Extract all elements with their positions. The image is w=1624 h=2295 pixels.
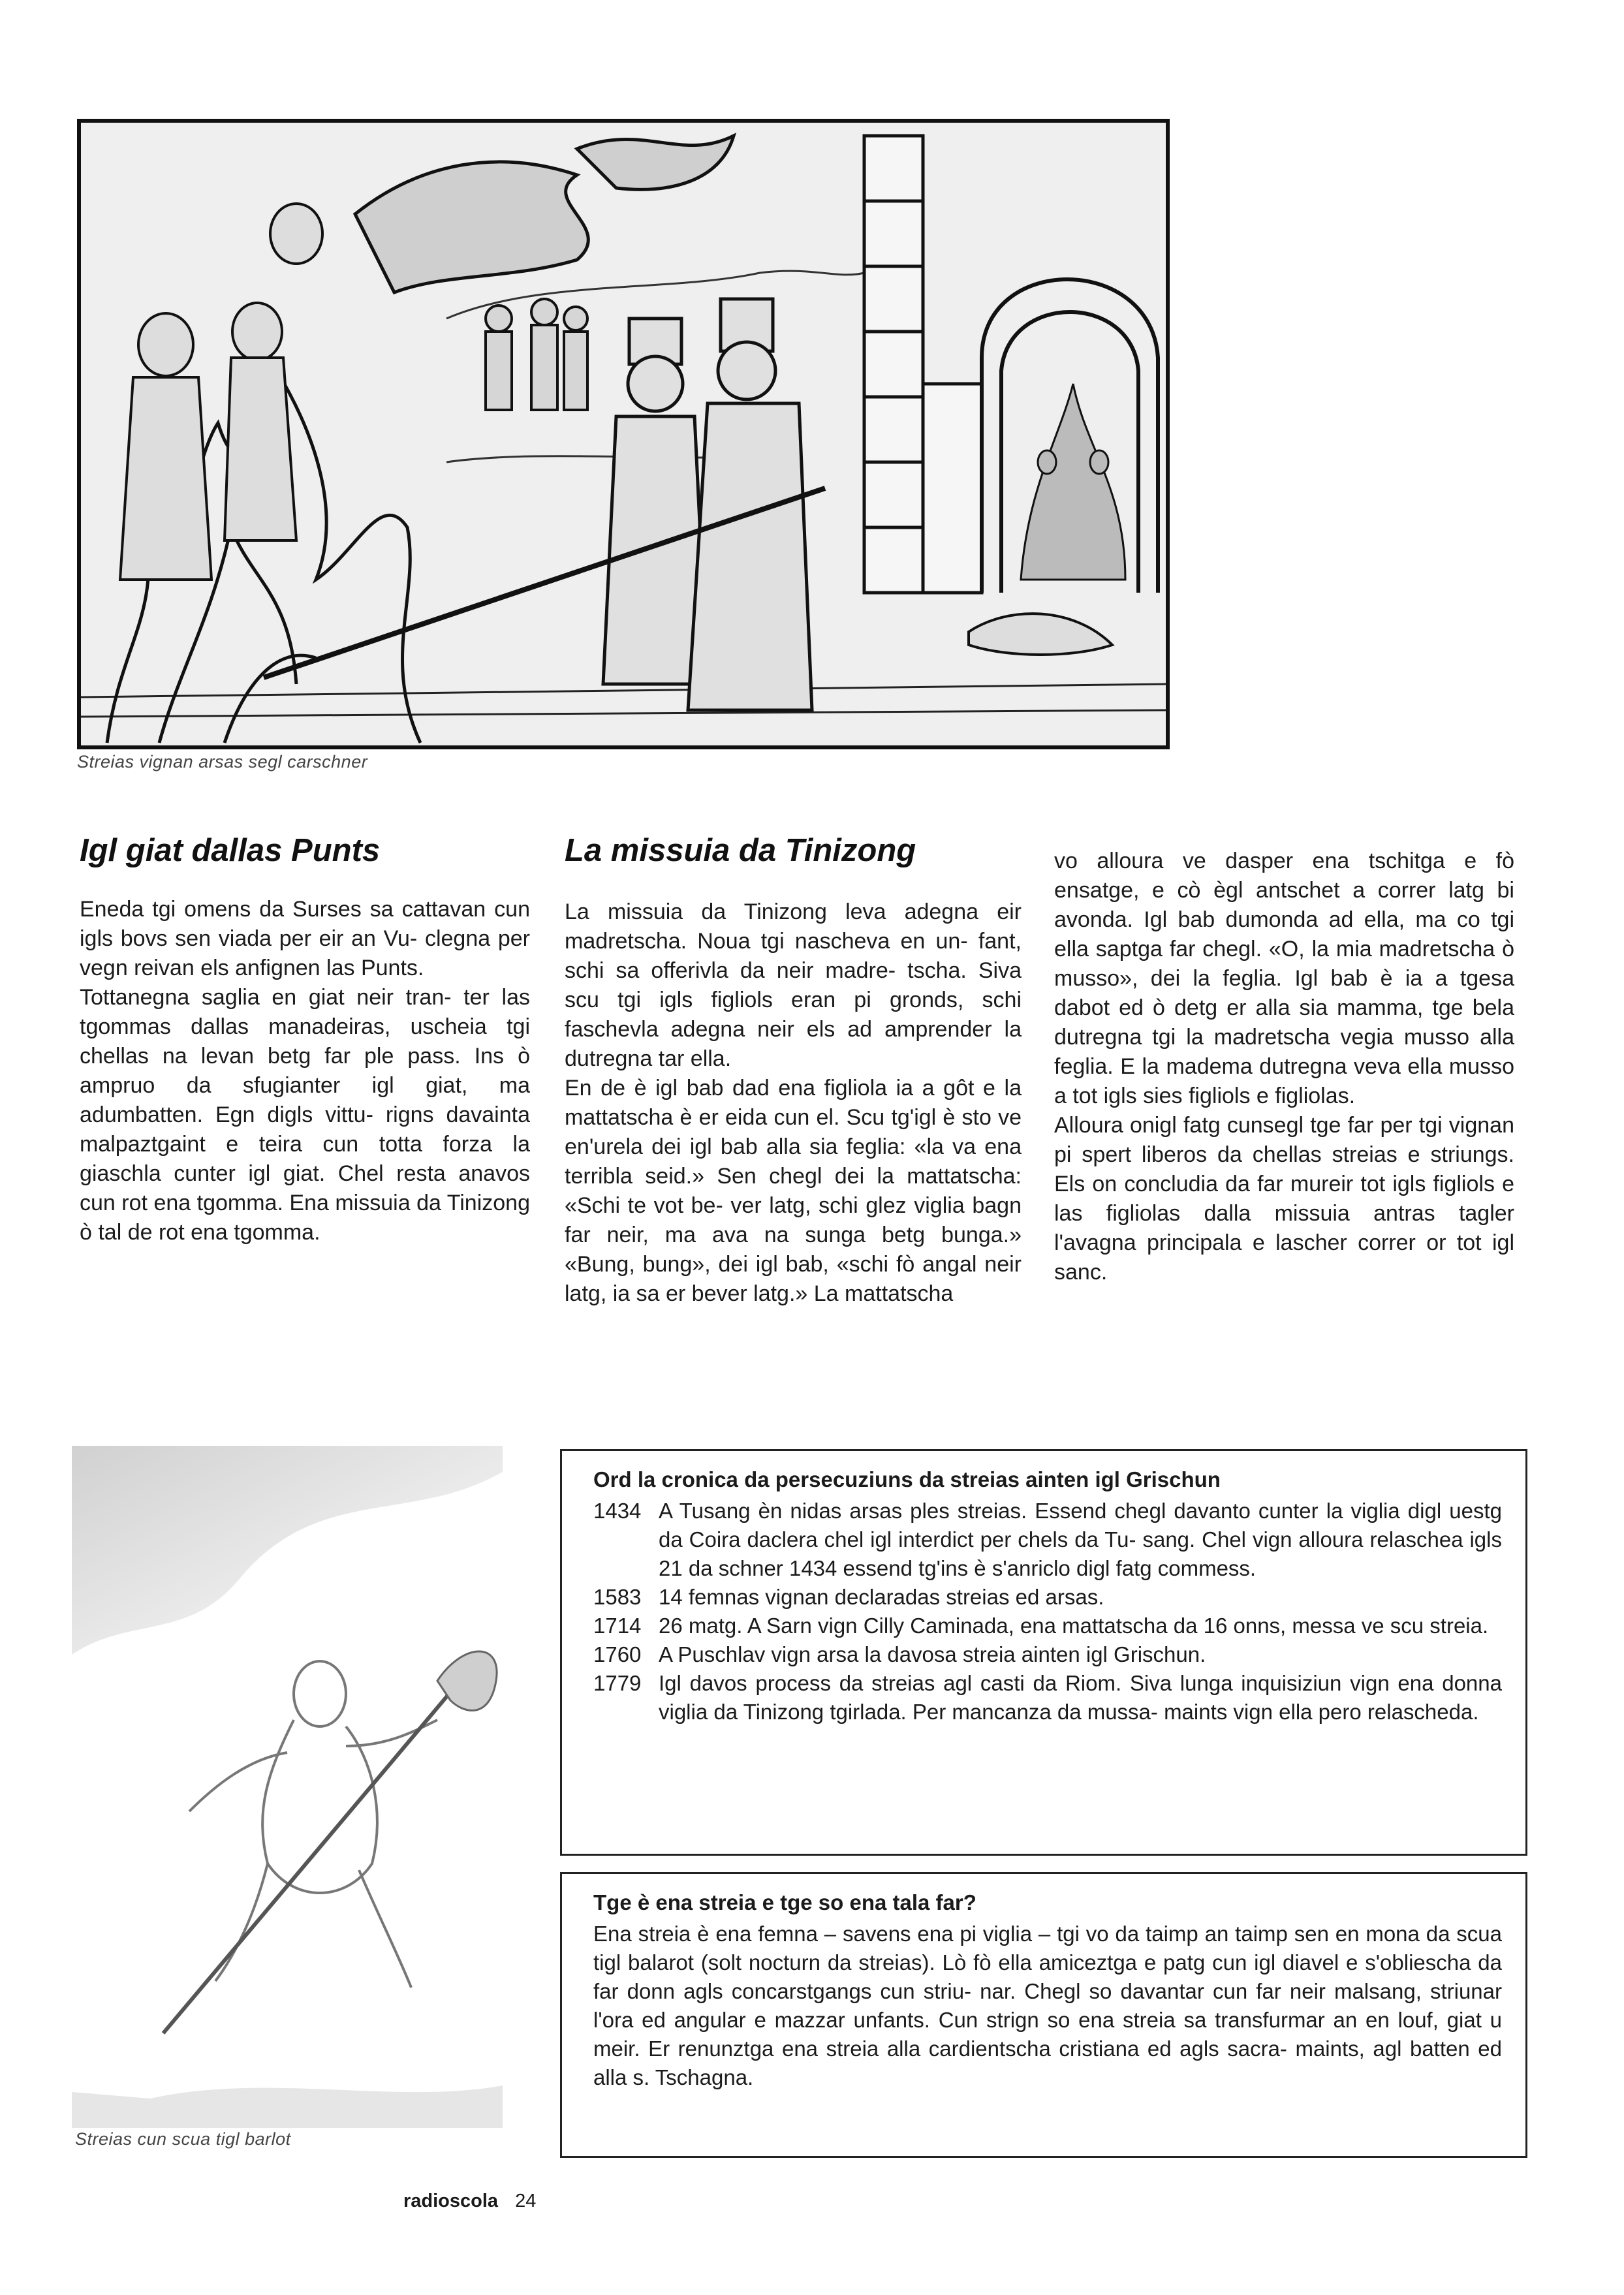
paragraph: Alloura onigl fatg cunsegl tge far per tgi vignan pi spert liberos da chellas streias e striungs. Els on concludia da far mureir tot igls figliols e las figliolas dalla missuia antras tagler l'avagna principala e lascher correr or tot igl sanc. (1054, 1113, 1514, 1285)
entry-text: A Puschlav vign arsa la davosa streia ainten igl Grischun. (659, 1642, 1206, 1666)
paragraph: vo alloura ve dasper ena tschitga e fò ensatge, e cò ègl antschet a correr latg bi avonda. Igl bab dumonda ad ella, ma co tgi ella saptga far chegl. «O, la mia madretscha ò musso», dei la feglia. Igl bab è ia a tgesa dabot ed ò detg er alla sia mamma, tge bela dutregna tgi la madretscha vegia musso alla feglia. E la madema dutregna veva ella musso a tot igls sies figliols e figliolas. (1054, 849, 1514, 1108)
article-heading: La missuia da Tinizong (565, 833, 916, 868)
entry-text: Igl davos process da streias agl casti da Riom. Siva lunga inquisiziun vign ena donna viglia da Tinizong tgirlada. Per mancanza da mussa- maints vign ella pero relascheda. (659, 1671, 1502, 1724)
article-body (80, 895, 530, 1247)
paragraph: La missuia da Tinizong leva adegna eir madretscha. Noua tgi nascheva en un- fant, schi sa offerivla da neir madre- tscha. Siva scu tgi igls figliols eran pi gronds, schi faschevla adegna neir els ad amprender la dutregna tar ella. (565, 899, 1022, 1071)
chronicle-entry (593, 1497, 1502, 1583)
entry-text: A Tusang èn nidas arsas ples streias. Essend chegl davanto cunter la viglia digl uestg da Coira daclera chel igl interdict per chels da Tu- sang. Chel vign alloura relaschea igls 21 da schner 1434 essend tg'ins è s'anriclo digl fatg commess. (659, 1499, 1502, 1580)
paragraph: Eneda tgi omens da Surses sa cattavan cun igls bovs sen viada per eir an Vu- clegna per vegn reivan els anfignen las Punts. (80, 897, 530, 980)
article-heading: Igl giat dallas Punts (80, 833, 381, 868)
entry-year: 1583 (593, 1585, 642, 1609)
chronicle-entry (593, 1583, 1502, 1612)
definition-text: Ena streia è ena femna – savens ena pi viglia – tgi vo da taimp an taimp sen en mona da scua tigl balarot (solt nocturn da streias). Lò fò ella amiceztga e patg cun igl diavel e s'obliescha da far donn agls concarstgangs cun striu- nar. Chegl so davantar cun far neir malsang, striunar l'ora ed angular e mazzar unfants. Cun strign so ena streia sa transfurmar an en louf, giat u meir. Er renunztga ena streia alla cardientscha cristiana ed agls sacra- maints, agl batten ed alla s. Tschagna. (593, 1922, 1502, 2089)
chronicle-entry (593, 1640, 1502, 1669)
publication-name: radioscola (403, 2191, 499, 2211)
entry-year: 1760 (593, 1642, 642, 1666)
article-missuia-col2 (1054, 847, 1514, 1287)
top-figure-caption: Streias vignan arsas segl carschner (77, 752, 368, 772)
witch-on-broom-sketch-icon (72, 1446, 503, 2128)
chronicle-entry (593, 1612, 1502, 1640)
chronicle-title: Ord la cronica da persecuziuns da streias ainten igl Grischun (593, 1467, 1221, 1491)
entry-year: 1779 (593, 1671, 642, 1695)
entry-text: 26 matg. A Sarn vign Cilly Caminada, ena mattatscha da 16 onns, messa ve scu streia. (659, 1614, 1489, 1638)
entry-text: 14 femnas vignan declaradas streias ed arsas. (659, 1585, 1104, 1609)
page-footer (403, 2191, 536, 2212)
definition-box (560, 1872, 1527, 2158)
definition-title: Tge è ena streia e tge so ena tala far? (593, 1890, 976, 1914)
page-number: 24 (515, 2191, 537, 2211)
chronicle-box (560, 1449, 1527, 1856)
bottom-figure-caption: Streias cun scua tigl barlot (75, 2129, 291, 2149)
woodcut-illustration (77, 119, 1170, 749)
chronicle-entry (593, 1669, 1502, 1726)
paragraph: En de è igl bab dad ena figliola ia a gôt e la mattatscha è er eida cun el. Scu tg'igl è sto ve en'urela dei igl bab alla sia feglia: «la va ena terribla seid.» Sen chegl dei la mattatscha: «Schi te vot be- ver latg, schi glez viglia bagn far neir, ma ava na sunga betg bunga.» «Bung, bung», dei igl bab, «schi fò angal neir latg, ia sa er bever latg.» La mattatscha (565, 1076, 1022, 1306)
article-missuia-col1 (565, 898, 1022, 1309)
woodcut-illustration-icon (81, 123, 1166, 745)
entry-year: 1434 (593, 1499, 642, 1523)
witch-sketch-figure (72, 1446, 503, 2128)
article-igl-giat (80, 832, 530, 1247)
paragraph: Tottanegna saglia en giat neir tran- ter las tgommas dallas manadeiras, uscheia tgi chellas na levan betg far ple pass. Ins ò ampruo da sfugianter igl giat, ma adumbatten. Egn digls vittu- rigns davainta malpaztgaint e teira cun totta forza la giaschla cunter igl giat. Chel resta anavos cun rot ena tgomma. Ena missuia da Tinizong ò tal de rot ena tgomma. (80, 985, 530, 1245)
entry-year: 1714 (593, 1614, 642, 1638)
